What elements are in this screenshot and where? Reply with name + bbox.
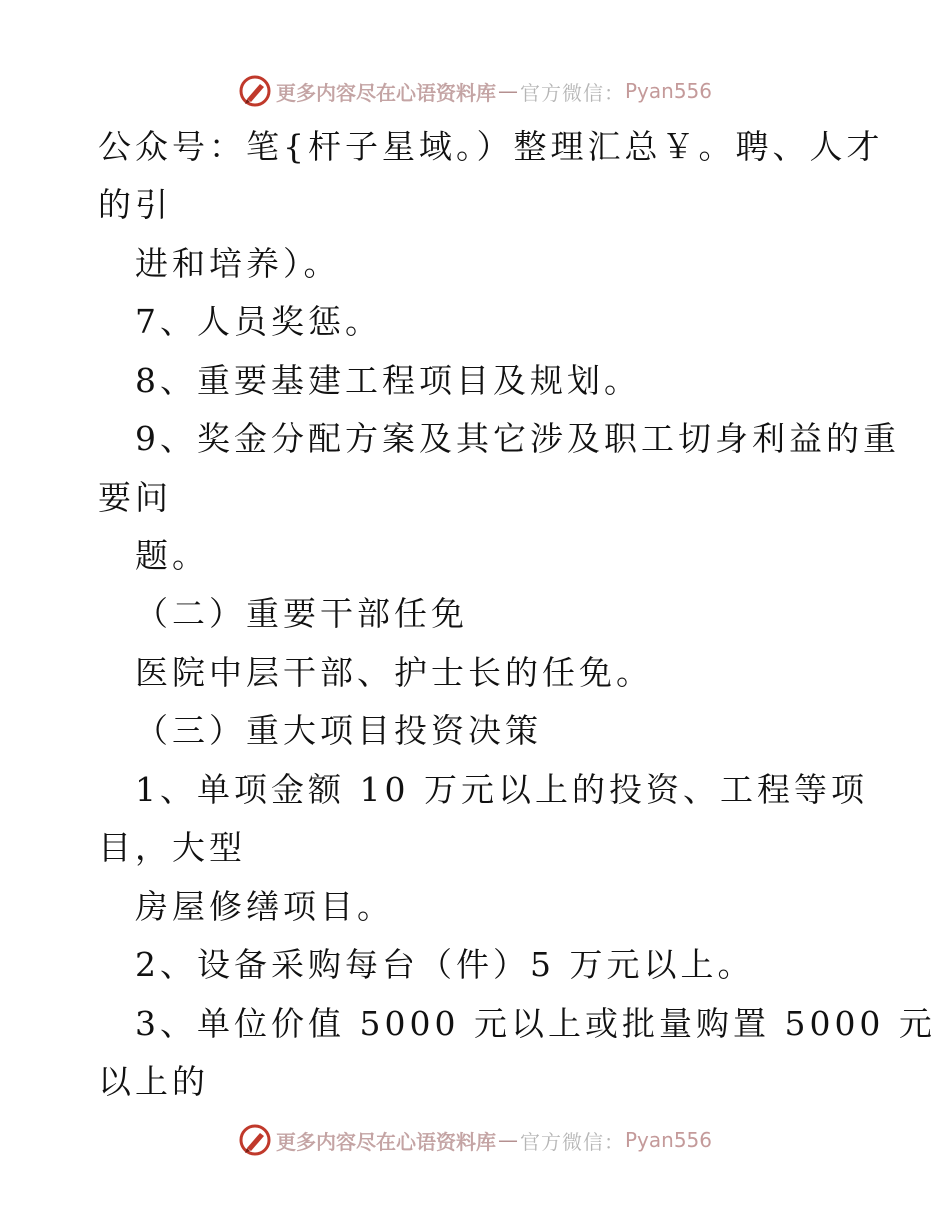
watermark-dash: — xyxy=(497,79,518,103)
section-heading: （三）重大项目投资决策 xyxy=(135,711,542,750)
text-line: 8、重要基建工程项目及规划。 xyxy=(135,361,641,400)
watermark-main-text: 更多内容尽在心语资料库 xyxy=(275,80,496,105)
watermark-handle: Pyan556 xyxy=(624,1128,712,1152)
watermark-dash: — xyxy=(497,1128,518,1152)
watermark-handle: Pyan556 xyxy=(624,79,712,103)
text-line: 目，大型 xyxy=(98,828,246,867)
watermark-sub-text: 官方微信： xyxy=(519,80,625,105)
text-line: 1、单项金额 10 万元以上的投资、工程等项 xyxy=(135,770,868,809)
pen-logo-icon xyxy=(238,1123,272,1157)
text-line: 题。 xyxy=(135,536,209,575)
text-line: 公众号：笔{杆子星域。）整理汇总￥。聘、人才 xyxy=(98,127,884,166)
watermark-main-text: 更多内容尽在心语资料库 xyxy=(275,1129,496,1154)
text-line: 的引 xyxy=(98,185,172,224)
text-line: 2、设备采购每台（件）5 万元以上。 xyxy=(135,945,755,984)
text-line: 9、奖金分配方案及其它涉及职工切身利益的重 xyxy=(135,419,900,458)
text-line: 进和培养）。 xyxy=(135,244,341,283)
watermark-sub-text: 官方微信： xyxy=(519,1129,625,1154)
section-heading: （二）重要干部任免 xyxy=(135,594,468,633)
text-line: 7、人员奖惩。 xyxy=(135,302,382,341)
text-line: 要问 xyxy=(98,478,172,517)
text-line: 3、单位价值 5000 元以上或批量购置 5000 元 xyxy=(135,1004,936,1043)
text-line: 房屋修缮项目。 xyxy=(135,887,394,926)
text-line: 医院中层干部、护士长的任免。 xyxy=(135,653,653,692)
watermark-footer xyxy=(0,1120,950,1160)
text-line: 以上的 xyxy=(98,1062,209,1101)
